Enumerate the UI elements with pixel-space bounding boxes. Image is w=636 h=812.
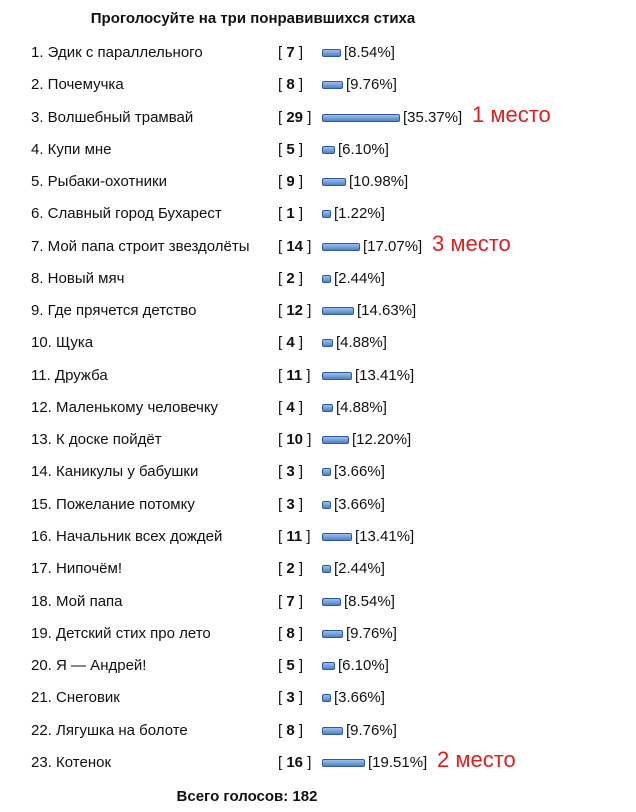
vote-percent-value: 3.66%: [338, 689, 381, 707]
poll-row: [0, 489, 636, 521]
poem-title: 16. Начальник всех дождей: [31, 527, 223, 545]
poem-title: 3. Волшебный трамвай: [31, 108, 194, 126]
vote-percent-value: 2.44%: [338, 560, 381, 578]
vote-bar: [322, 146, 335, 154]
vote-bar: [322, 178, 346, 186]
poem-title: 17. Нипочём!: [31, 560, 123, 578]
vote-count-value: 8: [286, 721, 295, 739]
poll-row: [0, 69, 636, 101]
vote-count: [ 14 ]: [278, 237, 312, 255]
vote-percent-value: 6.10%: [342, 140, 385, 158]
vote-percent: [10.98%]: [349, 173, 409, 191]
poem-title: 5. Рыбаки-охотники: [31, 173, 167, 191]
vote-count: [ 7 ]: [278, 592, 304, 610]
vote-count-value: 4: [286, 334, 295, 352]
vote-count: [ 11 ]: [278, 366, 311, 384]
poll-row: [0, 198, 636, 230]
poem-title: 12. Маленькому человечку: [31, 398, 219, 416]
vote-percent: [8.54%]: [344, 592, 395, 610]
vote-percent-value: 9.76%: [350, 624, 393, 642]
vote-percent: [3.66%]: [334, 689, 385, 707]
poem-title: 22. Лягушка на болоте: [31, 721, 188, 739]
vote-bar: [322, 339, 333, 347]
vote-bar: [322, 81, 343, 89]
vote-percent: [6.10%]: [338, 140, 389, 158]
vote-percent: [12.20%]: [352, 431, 412, 449]
poem-title: 11. Дружба: [31, 366, 108, 384]
vote-percent-value: 12.20%: [356, 431, 408, 449]
vote-percent: [17.07%]: [363, 237, 423, 255]
vote-count-value: 7: [286, 592, 295, 610]
vote-bar: [322, 630, 343, 638]
vote-bar: [322, 565, 331, 573]
vote-bar: [322, 243, 360, 251]
poll-row: [0, 424, 636, 456]
vote-bar: [322, 694, 331, 702]
poem-title: 9. Где прячется детство: [31, 302, 197, 320]
poem-title: 10. Щука: [31, 334, 94, 352]
poll-row: [0, 586, 636, 618]
poem-title: 23. Котенок: [31, 753, 112, 771]
poll-row: [0, 521, 636, 553]
poem-title: 15. Пожелание потомку: [31, 495, 195, 513]
poem-title: 18. Мой папа: [31, 592, 123, 610]
poll-row: [0, 682, 636, 714]
vote-percent-value: 35.37%: [407, 108, 459, 126]
vote-count-value: 11: [286, 366, 303, 384]
vote-count: [ 2 ]: [278, 269, 304, 287]
place-annotation: 2 место: [437, 746, 516, 772]
vote-percent-value: 13.41%: [359, 366, 411, 384]
vote-count-value: 12: [286, 302, 304, 320]
poll-row: [0, 553, 636, 585]
total-votes: Всего голосов: 182: [176, 788, 318, 805]
vote-count-value: 5: [286, 140, 295, 158]
poem-title: 1. Эдик с параллельного: [31, 44, 203, 61]
vote-percent: [2.44%]: [334, 269, 385, 287]
vote-percent: [6.10%]: [338, 657, 389, 675]
vote-percent-value: 3.66%: [338, 495, 381, 513]
vote-percent-value: 14.63%: [361, 302, 413, 320]
vote-percent: [8.54%]: [344, 44, 395, 61]
vote-count: [ 29 ]: [278, 108, 312, 126]
vote-bar: [322, 114, 400, 122]
vote-count: [ 9 ]: [278, 173, 304, 191]
place-annotation: 3 место: [432, 230, 511, 256]
vote-count-value: 16: [286, 753, 304, 771]
vote-percent: [2.44%]: [334, 560, 385, 578]
vote-bar: [322, 662, 335, 670]
vote-bar: [322, 436, 349, 444]
vote-count-value: 2: [286, 560, 295, 578]
poem-title: 21. Снеговик: [31, 689, 120, 707]
vote-bar: [322, 501, 331, 509]
vote-count: [ 7 ]: [278, 44, 304, 61]
vote-bar: [322, 49, 341, 57]
poem-title: 13. К доске пойдёт: [31, 431, 162, 449]
vote-count: [ 1 ]: [278, 205, 304, 223]
vote-count-value: 4: [286, 398, 295, 416]
poem-title: 19. Детский стих про лето: [31, 624, 211, 642]
vote-percent: [9.76%]: [346, 721, 397, 739]
poll-row: [0, 166, 636, 198]
vote-count: [ 16 ]: [278, 753, 312, 771]
vote-percent-value: 1.22%: [338, 205, 381, 223]
vote-percent: [9.76%]: [346, 76, 397, 94]
vote-percent-value: 10.98%: [353, 173, 405, 191]
vote-percent-value: 9.76%: [350, 721, 393, 739]
vote-count-value: 8: [286, 624, 295, 642]
poll-row: [0, 295, 636, 327]
vote-count-value: 3: [286, 689, 295, 707]
vote-count-value: 10: [286, 431, 304, 449]
vote-count: [ 10 ]: [278, 431, 312, 449]
poll-row: [0, 263, 636, 295]
vote-percent-value: 3.66%: [338, 463, 381, 481]
vote-count: [ 2 ]: [278, 560, 304, 578]
vote-bar: [322, 598, 341, 606]
poem-title: 6. Славный город Бухарест: [31, 205, 222, 223]
vote-percent: [13.41%]: [355, 527, 415, 545]
vote-count-value: 29: [286, 108, 304, 126]
vote-count-value: 5: [286, 657, 295, 675]
vote-count-value: 11: [286, 527, 303, 545]
vote-count-value: 2: [286, 269, 295, 287]
poll-row: [0, 456, 636, 488]
vote-percent-value: 2.44%: [338, 269, 381, 287]
vote-percent: [1.22%]: [334, 205, 385, 223]
vote-bar: [322, 307, 354, 315]
vote-bar: [322, 275, 331, 283]
vote-count: [ 8 ]: [278, 721, 304, 739]
place-annotation: 1 место: [472, 101, 551, 127]
vote-count: [ 3 ]: [278, 463, 304, 481]
vote-count: [ 5 ]: [278, 657, 304, 675]
poll-row: [0, 747, 636, 779]
vote-count: [ 12 ]: [278, 302, 312, 320]
vote-bar: [322, 372, 352, 380]
vote-count-value: 1: [286, 205, 295, 223]
vote-percent: [35.37%]: [403, 108, 463, 126]
vote-percent-value: 8.54%: [348, 592, 391, 610]
vote-percent-value: 6.10%: [342, 657, 385, 675]
poem-title: 7. Мой папа строит звездолёты: [31, 237, 250, 255]
vote-count-value: 9: [286, 173, 295, 191]
vote-percent: [14.63%]: [357, 302, 417, 320]
poll-row: [0, 360, 636, 392]
poll-row: [0, 327, 636, 359]
poll-row: [0, 392, 636, 424]
vote-percent-value: 9.76%: [350, 76, 393, 94]
vote-bar: [322, 727, 343, 735]
vote-percent: [3.66%]: [334, 463, 385, 481]
poem-title: 2. Почемучка: [31, 76, 124, 94]
vote-percent: [13.41%]: [355, 366, 415, 384]
vote-count: [ 4 ]: [278, 398, 304, 416]
vote-bar: [322, 468, 331, 476]
vote-count-value: 3: [286, 495, 295, 513]
poem-title: 20. Я — Андрей!: [31, 657, 147, 675]
vote-count-value: 7: [286, 44, 295, 61]
vote-bar: [322, 210, 331, 218]
vote-count: [ 3 ]: [278, 495, 304, 513]
poll-row: [0, 37, 636, 69]
poll-row: [0, 618, 636, 650]
vote-percent-value: 13.41%: [359, 527, 411, 545]
vote-bar: [322, 533, 352, 541]
vote-count-value: 3: [286, 463, 295, 481]
vote-count-value: 14: [286, 237, 304, 255]
vote-count: [ 8 ]: [278, 76, 304, 94]
vote-percent-value: 17.07%: [367, 237, 419, 255]
poll-row: [0, 102, 636, 134]
vote-count-value: 8: [286, 76, 295, 94]
vote-count: [ 4 ]: [278, 334, 304, 352]
vote-percent-value: 8.54%: [348, 44, 391, 61]
poem-title: 14. Каникулы у бабушки: [31, 463, 199, 481]
poll-row: [0, 650, 636, 682]
vote-percent-value: 19.51%: [372, 753, 424, 771]
vote-percent: [19.51%]: [368, 753, 428, 771]
vote-count: [ 11 ]: [278, 527, 311, 545]
vote-percent: [4.88%]: [336, 334, 387, 352]
vote-percent-value: 4.88%: [340, 334, 383, 352]
vote-percent: [3.66%]: [334, 495, 385, 513]
vote-bar: [322, 404, 333, 412]
poll-results-list: [0, 37, 636, 779]
poll-row: [0, 715, 636, 747]
vote-count: [ 8 ]: [278, 624, 304, 642]
poem-title: 4. Купи мне: [31, 140, 112, 158]
poll-row: [0, 134, 636, 166]
poll-title: Проголосуйте на три понравившихся стиха: [90, 10, 416, 27]
vote-count: [ 3 ]: [278, 689, 304, 707]
poll-row: [0, 231, 636, 263]
poem-title: 8. Новый мяч: [31, 269, 125, 287]
vote-bar: [322, 759, 365, 767]
vote-count: [ 5 ]: [278, 140, 304, 158]
vote-percent-value: 4.88%: [340, 398, 383, 416]
vote-percent: [4.88%]: [336, 398, 387, 416]
vote-percent: [9.76%]: [346, 624, 397, 642]
